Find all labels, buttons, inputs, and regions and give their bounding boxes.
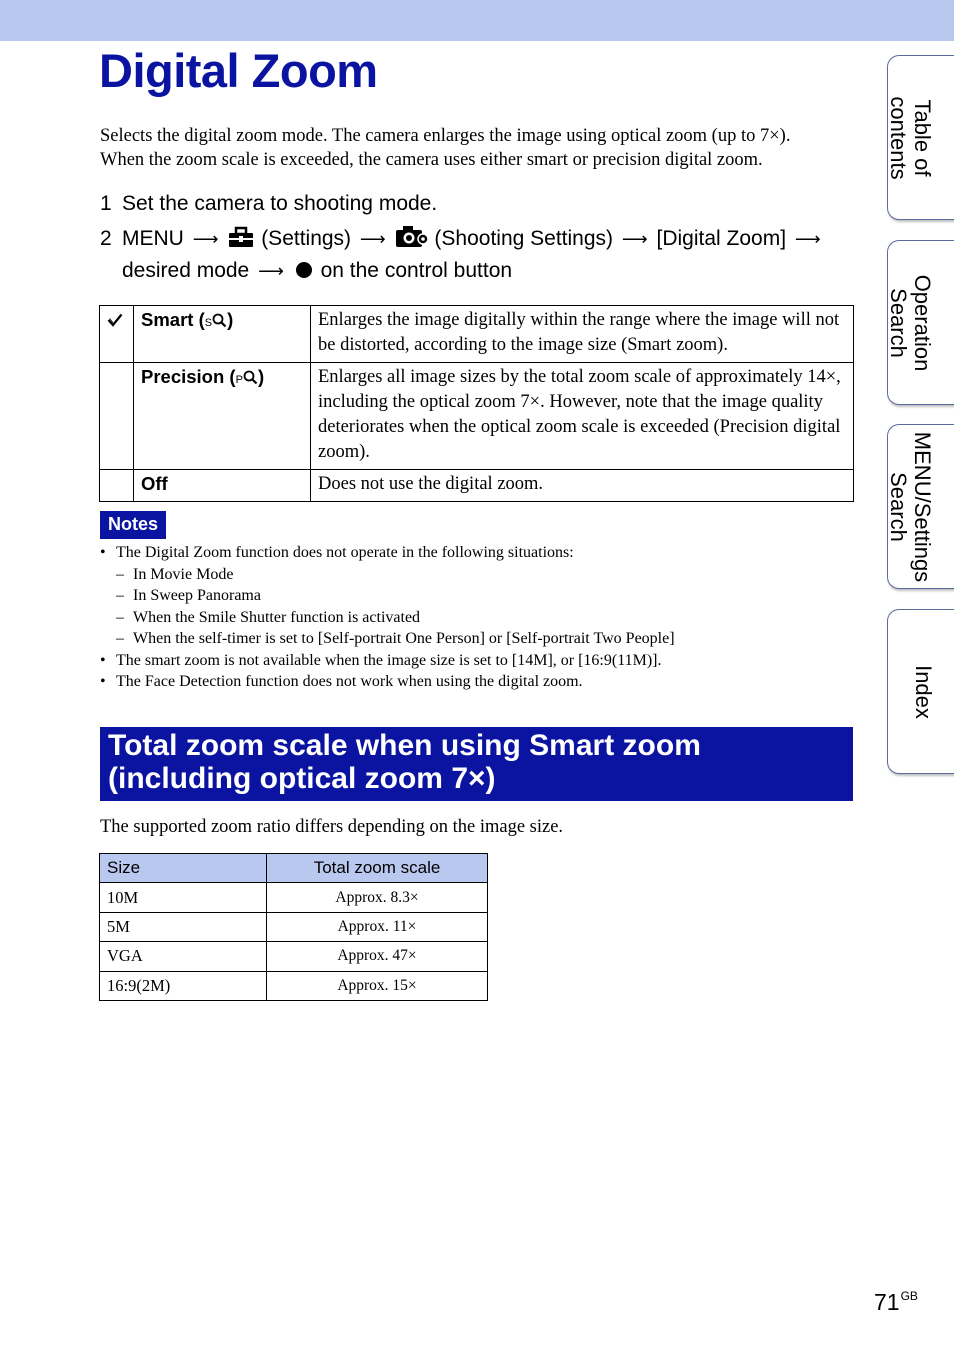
intro-line-1: Selects the digital zoom mode. The camera enlarges the image using optical zoom (up to 7×). [100,126,791,146]
step-text: Set the camera to shooting mode. [122,192,438,215]
shooting-settings-label: (Shooting Settings) [434,227,614,250]
page-title: Digital Zoom [99,44,378,97]
list-subitem: – When the Smile Shutter function is activated [116,608,421,626]
mode-name: Precision (P ) [134,363,311,470]
table-row [100,883,488,912]
arrow-icon: ⟶ [794,229,821,249]
mode-name: Smart (S ) [134,306,311,363]
section-heading-line-2: (including optical zoom 7×) [108,762,496,795]
tab-table-of-contents[interactable]: Table of contents [887,55,954,220]
arrow-icon: ⟶ [192,229,219,249]
step-number: 2 [100,227,112,250]
step-1 [100,189,860,218]
notes-list [100,542,860,693]
arrow-icon: ⟶ [258,261,284,281]
procedure-steps [100,189,860,286]
camera-settings-icon [395,224,429,256]
tab-index[interactable]: Index [887,609,954,774]
smart-zoom-icon: S [205,317,227,329]
zoom-scale-table [99,853,488,1001]
size-cell: VGA [100,942,267,971]
list-item: • The Face Detection function does not work when using the digital zoom. [100,673,583,690]
precision-zoom-icon: P [236,374,258,386]
step-number: 1 [100,192,112,215]
zoom-cell: Approx. 15× [267,971,488,1000]
menu-label: MENU [122,227,184,250]
step-text [122,224,860,286]
table-row [100,363,854,470]
column-header: Size [100,854,267,883]
list-subitem: – In Sweep Panorama [116,587,261,604]
table-row [100,912,488,941]
digital-zoom-label: [Digital Zoom] [656,227,787,250]
zoom-mode-table [99,305,854,502]
toolbox-icon [227,226,255,256]
check-icon [107,312,123,328]
size-cell: 16:9(2M) [100,971,267,1000]
list-item: • The smart zoom is not available when the image size is set to [14M], or [16:9(11M)]. [100,651,662,669]
arrow-icon: ⟶ [621,229,648,249]
section-heading-line-1: Total zoom scale when using Smart zoom [108,729,701,762]
default-check-cell [100,306,134,363]
mode-description: Enlarges the image digitally within the range where the image will not be distorted, according to the image size (Smart zoom). [311,306,854,363]
notes-badge: Notes [100,511,166,539]
header-band [0,0,954,41]
intro-paragraph [100,124,845,172]
section-heading [100,727,853,801]
zoom-cell: Approx. 11× [267,912,488,941]
tab-menu-settings-search[interactable]: MENU/Settings Search [887,424,954,589]
tab-operation-search[interactable]: Operation Search [887,240,954,405]
mode-description: Enlarges all image sizes by the total zoom scale of approximately 14×, including the optical zoom 7×. However, note that the image quality deteriorates when the optical zoom scale is exceeded (Precision digital zoom). [311,363,854,470]
table-header-row [100,854,488,883]
desired-mode-label: desired mode [122,259,250,282]
column-header: Total zoom scale [267,854,488,883]
table-row [100,306,854,363]
list-item: • The Digital Zoom function does not operate in the following situations: [100,544,574,561]
settings-label: (Settings) [261,227,352,250]
empty-check-cell [100,363,134,470]
table-row [100,942,488,971]
empty-check-cell [100,470,134,502]
page-number: $71^{GB}$ [874,1289,918,1315]
zoom-cell: Approx. 47× [267,942,488,971]
size-cell: 5M [100,912,267,941]
section-description: The supported zoom ratio differs depending on the image size. [100,817,564,837]
table-row [100,470,854,502]
size-cell: 10M [100,883,267,912]
list-subitem: – When the self-timer is set to [Self-portrait One Person] or [Self-portrait Two People] [116,630,675,647]
arrow-icon: ⟶ [359,229,386,249]
mode-name: Off [134,470,311,502]
step-2 [100,224,860,286]
list-subitem: – In Movie Mode [116,565,234,583]
intro-line-2: When the zoom scale is exceeded, the camera uses either smart or precision digital zoom. [100,150,763,170]
control-button-label: on the control button [320,259,513,282]
table-row [100,971,488,1000]
mode-description: Does not use the digital zoom. [311,470,854,502]
zoom-cell: Approx. 8.3× [267,883,488,912]
center-dot-icon [296,262,312,278]
